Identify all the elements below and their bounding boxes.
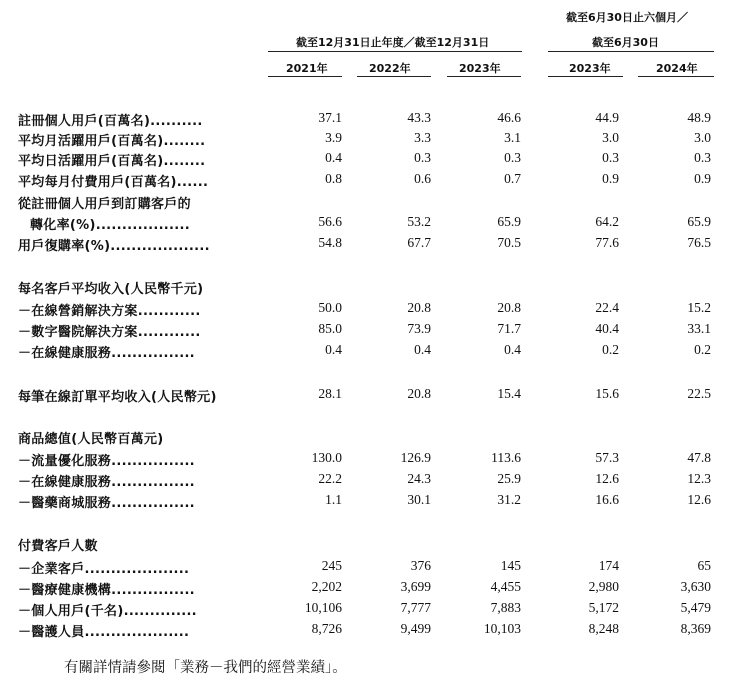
cell: 130.0	[311, 450, 342, 465]
cell: 15.2	[687, 300, 711, 315]
cell: 12.3	[687, 471, 711, 486]
row-label: 平均日活躍用戶(百萬名)........	[18, 154, 206, 169]
row-label: 每筆在線訂單平均收入(人民幣元)	[18, 390, 217, 405]
section-title: 商品總值(人民幣百萬元)	[18, 432, 164, 447]
row-label: －醫療健康機構................	[18, 583, 195, 598]
cell: 3.9	[325, 130, 342, 145]
row-label: －醫藥商城服務................	[18, 496, 195, 511]
interim-header-rule	[548, 51, 714, 52]
cell: 77.6	[595, 235, 619, 250]
cell: 43.3	[407, 110, 431, 125]
cell: 1.1	[325, 492, 342, 507]
cell: 12.6	[595, 471, 619, 486]
cell: 20.8	[407, 300, 431, 315]
cell: 0.3	[602, 150, 619, 165]
cell: 22.2	[318, 471, 342, 486]
interim-period-header-line2: 截至6月30日	[592, 36, 659, 49]
cell: 15.4	[497, 386, 521, 401]
cell: 25.9	[497, 471, 521, 486]
cell: 126.9	[400, 450, 431, 465]
cell: 245	[321, 558, 342, 573]
col-rule-2024-interim	[638, 76, 714, 77]
cell: 113.6	[491, 450, 521, 465]
section-title: 每名客戶平均收入(人民幣千元)	[18, 282, 204, 297]
row-label: 從註冊個人用戶到訂購客戶的	[18, 197, 191, 212]
cell: 0.9	[602, 171, 619, 186]
row-label: －數字醫院解決方案............	[18, 325, 201, 340]
cell: 54.8	[318, 235, 342, 250]
col-rule-2023	[447, 76, 521, 77]
cell: 3,699	[400, 579, 431, 594]
row-label: －在線健康服務................	[18, 475, 195, 490]
cell: 33.1	[687, 321, 711, 336]
row-label: －在線健康服務................	[18, 346, 195, 361]
cell: 20.8	[407, 386, 431, 401]
row-label: 轉化率(%)..................	[30, 218, 191, 233]
row-label: －個人用戶(千名)..............	[18, 604, 197, 619]
cell: 57.3	[595, 450, 619, 465]
cell: 0.4	[325, 150, 342, 165]
cell: 5,172	[588, 600, 619, 615]
cell: 65	[697, 558, 711, 573]
cell: 8,248	[588, 621, 619, 636]
cell: 28.1	[318, 386, 342, 401]
cell: 76.5	[687, 235, 711, 250]
cell: 0.4	[504, 342, 521, 357]
row-label: －企業客戶....................	[18, 562, 190, 577]
cell: 7,883	[490, 600, 521, 615]
row-label: 平均每月付費用戶(百萬名)......	[18, 175, 209, 190]
cell: 16.6	[595, 492, 619, 507]
col-header-2022: 2022年	[369, 62, 411, 75]
cell: 3.0	[602, 130, 619, 145]
cell: 3.1	[504, 130, 521, 145]
cell: 65.9	[497, 214, 521, 229]
row-label: 用戶復購率(%)...................	[18, 239, 210, 254]
cell: 20.8	[497, 300, 521, 315]
cell: 22.5	[687, 386, 711, 401]
cell: 70.5	[497, 235, 521, 250]
cell: 3.0	[694, 130, 711, 145]
cell: 145	[500, 558, 521, 573]
footnote-reference: 有關詳情請參閱「業務－我們的經營業績」。	[64, 660, 347, 676]
cell: 67.7	[407, 235, 431, 250]
cell: 5,479	[680, 600, 711, 615]
cell: 2,980	[588, 579, 619, 594]
cell: 0.9	[694, 171, 711, 186]
cell: 8,726	[311, 621, 342, 636]
interim-period-header-line1: 截至6月30日止六個月／	[566, 11, 688, 24]
cell: 73.9	[407, 321, 431, 336]
cell: 9,499	[400, 621, 431, 636]
cell: 56.6	[318, 214, 342, 229]
row-label: －流量優化服務................	[18, 454, 195, 469]
cell: 85.0	[318, 321, 342, 336]
cell: 0.7	[504, 171, 521, 186]
col-rule-2023-interim	[548, 76, 623, 77]
row-label: 註冊個人用戶(百萬名)..........	[18, 114, 203, 129]
cell: 10,103	[483, 621, 521, 636]
cell: 12.6	[687, 492, 711, 507]
cell: 7,777	[400, 600, 431, 615]
cell: 53.2	[407, 214, 431, 229]
col-header-2024-interim: 2024年	[656, 62, 698, 75]
cell: 0.6	[414, 171, 431, 186]
cell: 64.2	[595, 214, 619, 229]
cell: 0.4	[414, 342, 431, 357]
col-header-2021: 2021年	[286, 62, 328, 75]
cell: 22.4	[595, 300, 619, 315]
cell: 0.2	[602, 342, 619, 357]
annual-header-rule	[268, 51, 522, 52]
cell: 2,202	[311, 579, 342, 594]
annual-period-header: 截至12月31日止年度／截至12月31日	[296, 36, 490, 49]
cell: 3.3	[414, 130, 431, 145]
cell: 46.6	[497, 110, 521, 125]
cell: 0.4	[325, 342, 342, 357]
cell: 47.8	[687, 450, 711, 465]
cell: 40.4	[595, 321, 619, 336]
cell: 31.2	[497, 492, 521, 507]
row-label: －在線營銷解決方案............	[18, 304, 201, 319]
col-header-2023-interim: 2023年	[569, 62, 611, 75]
cell: 24.3	[407, 471, 431, 486]
col-header-2023: 2023年	[459, 62, 501, 75]
cell: 3,630	[680, 579, 711, 594]
cell: 65.9	[687, 214, 711, 229]
cell: 0.2	[694, 342, 711, 357]
col-rule-2022	[357, 76, 431, 77]
cell: 174	[598, 558, 619, 573]
cell: 4,455	[490, 579, 521, 594]
cell: 44.9	[595, 110, 619, 125]
cell: 0.3	[504, 150, 521, 165]
cell: 50.0	[318, 300, 342, 315]
cell: 0.3	[694, 150, 711, 165]
cell: 8,369	[680, 621, 711, 636]
cell: 30.1	[407, 492, 431, 507]
cell: 15.6	[595, 386, 619, 401]
section-title: 付費客戶人數	[18, 539, 98, 554]
row-label: 平均月活躍用戶(百萬名)........	[18, 134, 206, 149]
cell: 0.8	[325, 171, 342, 186]
cell: 10,106	[304, 600, 342, 615]
row-label: －醫護人員....................	[18, 625, 190, 640]
cell: 376	[410, 558, 431, 573]
cell: 0.3	[414, 150, 431, 165]
cell: 37.1	[318, 110, 342, 125]
cell: 71.7	[497, 321, 521, 336]
cell: 48.9	[687, 110, 711, 125]
col-rule-2021	[268, 76, 342, 77]
